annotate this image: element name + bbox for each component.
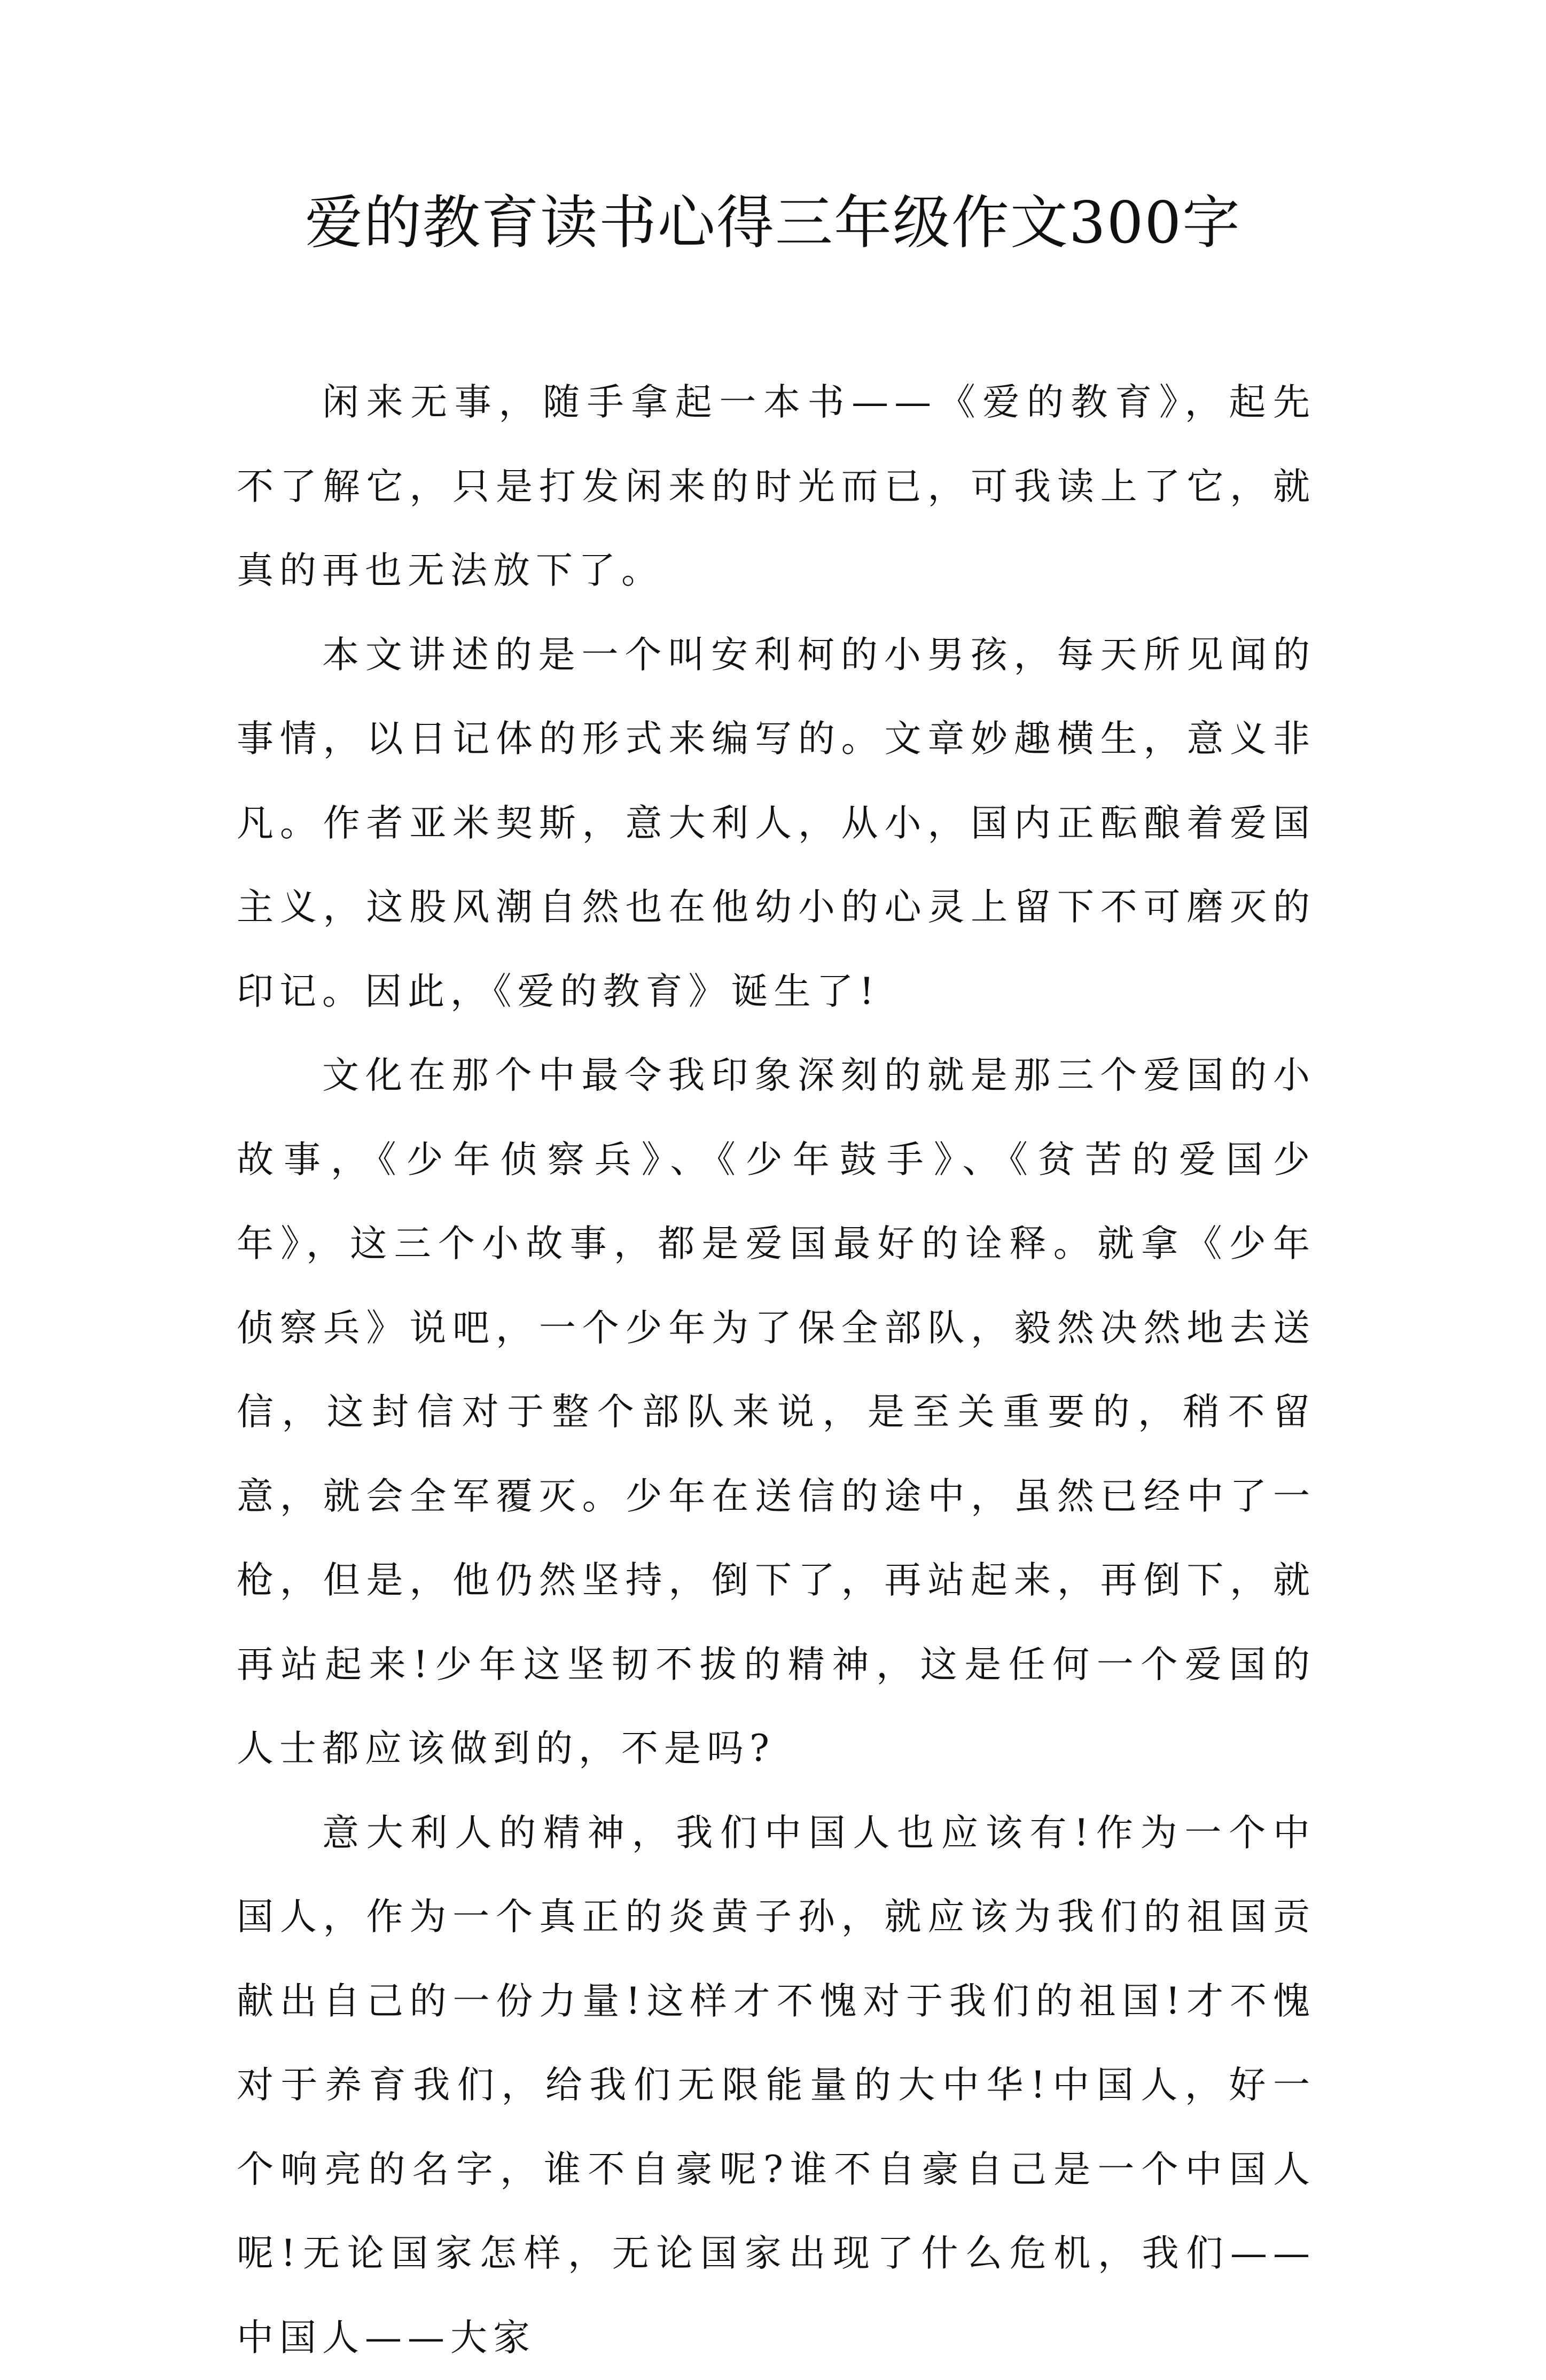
paragraph-3: 文化在那个中最令我印象深刻的就是那三个爱国的小故事，《少年侦察兵》、《少年鼓手》、《贫苦的爱国少年》，这三个小故事，都是爱国最好的诠释。就拿《少年侦察兵》说吧，一个少年为了保全部队，毅然决然地去送信，这封信对于整个部队来说，是至关重要的，稍不留意，就会全军覆灭。少年在送信的途中，虽然已经中了一枪，但是，他仍然坚持，倒下了，再站起来，再倒下，就再站起来!少年这坚韧不拔的精神，这是任何一个爱国的人士都应该做到的，不是吗?	[237, 1034, 1316, 1791]
paragraph-2: 本文讲述的是一个叫安利柯的小男孩，每天所见闻的事情，以日记体的形式来编写的。文章妙趣横生，意义非凡。作者亚米契斯，意大利人，从小，国内正酝酿着爱国主义，这股风潮自然也在他幼小的心灵上留下不可磨灭的印记。因此，《爱的教育》诞生了!	[237, 613, 1316, 1034]
document-body	[237, 361, 1316, 2380]
paragraph-4: 意大利人的精神，我们中国人也应该有!作为一个中国人，作为一个真正的炎黄子孙，就应该为我们的祖国贡献出自己的一份力量!这样才不愧对于我们的祖国!才不愧对于养育我们，给我们无限能量的大中华!中国人，好一个响亮的名字，谁不自豪呢?谁不自豪自己是一个中国人呢!无论国家怎样，无论国家出现了什么危机，我们——中国人——大家	[237, 1791, 1316, 2380]
document-title: 爱的教育读书心得三年级作文300字	[0, 186, 1546, 261]
paragraph-1: 闲来无事，随手拿起一本书——《爱的教育》，起先不了解它，只是打发闲来的时光而已，可我读上了它，就真的再也无法放下了。	[237, 361, 1316, 613]
